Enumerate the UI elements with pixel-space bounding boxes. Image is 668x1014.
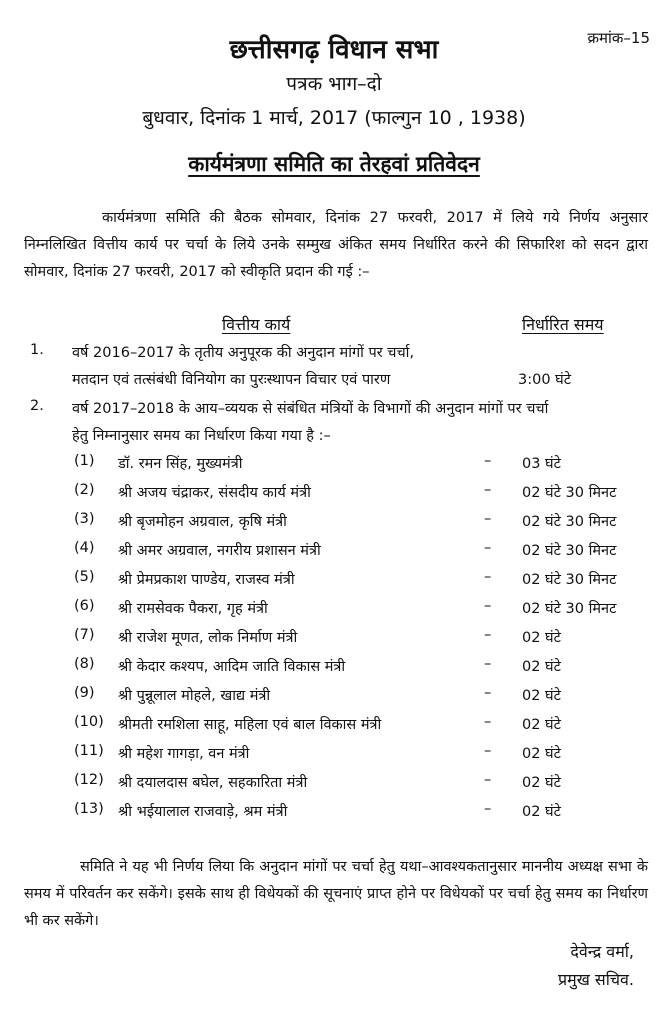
minister-time: 02 घंटे 30 मिनट xyxy=(522,543,617,559)
assembly-name: छत्तीसगढ़ विधान सभा xyxy=(229,35,439,65)
patrak-label: पत्रक भाग–दो xyxy=(286,73,382,95)
signatory-designation: प्रमुख सचिव. xyxy=(558,970,634,989)
intro-paragraph: कार्यमंत्रणा समिति की बैठक सोमवार, दिनांक 27 फरवरी, 2017 में लिये गये निर्णय अनुसार निम्नलिखित वित्तीय कार्य पर चर्चा के लिये उनके सम्मुख अंकित समय निर्धारित करने की सिफारिश को सदन द्वारा सोमवार, दिनांक 27 फरवरी, 2017 को स्वीकृति प्रदान की गई :– xyxy=(24,210,648,280)
item-text-line: हेतु निम्नानुसार समय का निर्धारण किया गया है :– xyxy=(72,428,331,444)
minister-time: 02 घंटे 30 मिनट xyxy=(522,572,617,588)
minister-number: (2) xyxy=(74,482,95,498)
minister-time: 02 घंटे xyxy=(522,688,561,704)
minister-number: (1) xyxy=(74,453,95,469)
minister-dash: – xyxy=(484,598,492,614)
item-text-line: वर्ष 2016–2017 के तृतीय अनुपूरक की अनुदान मांगों पर चर्चा, xyxy=(72,345,415,361)
minister-time: 02 घंटे 30 मिनट xyxy=(522,514,617,530)
minister-number: (7) xyxy=(74,627,95,643)
minister-number: (13) xyxy=(74,801,104,817)
item-text-line: मतदान एवं तत्संबंधी विनियोग का पुरःस्थापन विचार एवं पारण xyxy=(72,372,391,388)
minister-number: (11) xyxy=(74,743,104,759)
item-time: 3:00 घंटे xyxy=(518,372,572,388)
minister-dash: – xyxy=(484,685,492,701)
minister-time: 02 घंटे xyxy=(522,630,561,646)
document-title xyxy=(0,150,668,178)
minister-name: श्री केदार कश्यप, आदिम जाति विकास मंत्री xyxy=(118,659,346,675)
minister-time: 02 घंटे 30 मिनट xyxy=(522,601,617,617)
minister-time: 02 घंटे xyxy=(522,717,561,733)
closing-paragraph: समिति ने यह भी निर्णय लिया कि अनुदान मांगों पर चर्चा हेतु यथा–आवश्यकतानुसार माननीय अध्यक्ष सभा के समय में परिवर्तन कर सकेंगे। इसके साथ ही विधेयकों की सूचनाएं प्राप्त होने पर विधेयकों पर चर्चा हेतु समय का निर्धारण भी कर सकेंगे। xyxy=(24,859,648,929)
minister-dash: – xyxy=(484,482,492,498)
minister-name: श्री अमर अग्रवाल, नगरीय प्रशासन मंत्री xyxy=(118,543,321,559)
minister-name: श्रीमती रमशिला साहू, महिला एवं बाल विकास मंत्री xyxy=(118,717,382,733)
minister-dash: – xyxy=(484,656,492,672)
minister-dash: – xyxy=(484,569,492,585)
minister-time: 02 घंटे xyxy=(522,804,561,820)
minister-number: (10) xyxy=(74,714,104,730)
item-text-line: वर्ष 2017–2018 के आय–व्ययक से संबंधित मंत्रियों के विभागों की अनुदान मांगों पर चर्चा xyxy=(72,401,549,417)
minister-number: (5) xyxy=(74,569,95,585)
minister-name: श्री पुन्नूलाल मोहले, खाद्य मंत्री xyxy=(118,688,271,704)
minister-number: (8) xyxy=(74,656,95,672)
signatory-name: देवेन्द्र वर्मा, xyxy=(570,942,634,961)
minister-time: 02 घंटे xyxy=(522,659,561,675)
column-header-work: वित्तीय कार्य xyxy=(222,315,291,334)
document-date: बुधवार, दिनांक 1 मार्च, 2017 (फाल्गुन 10 , 1938) xyxy=(142,107,526,129)
minister-dash: – xyxy=(484,627,492,643)
item-number: 1. xyxy=(30,342,44,358)
minister-name: श्री दयालदास बघेल, सहकारिता मंत्री xyxy=(118,775,308,791)
minister-number: (9) xyxy=(74,685,95,701)
minister-dash: – xyxy=(484,511,492,527)
minister-number: (4) xyxy=(74,540,95,556)
minister-name: श्री अजय चंद्राकर, संसदीय कार्य मंत्री xyxy=(118,485,311,501)
minister-name: श्री रामसेवक पैकरा, गृह मंत्री xyxy=(118,601,268,617)
minister-time: 02 घंटे xyxy=(522,746,561,762)
minister-time: 02 घंटे 30 मिनट xyxy=(522,485,617,501)
minister-dash: – xyxy=(484,453,492,469)
column-header-time: निर्धारित समय xyxy=(522,315,604,334)
minister-time: 03 घंटे xyxy=(522,456,561,472)
minister-dash: – xyxy=(484,772,492,788)
minister-number: (12) xyxy=(74,772,104,788)
minister-name: श्री भईयालाल राजवाड़े, श्रम मंत्री xyxy=(118,804,288,820)
document-title-text: कार्यमंत्रणा समिति का तेरहवां प्रतिवेदन xyxy=(188,152,480,176)
minister-name: श्री प्रेमप्रकाश पाण्डेय, राजस्व मंत्री xyxy=(118,572,295,588)
minister-name: श्री बृजमोहन अग्रवाल, कृषि मंत्री xyxy=(118,514,287,530)
minister-name: श्री राजेश मूणत, लोक निर्माण मंत्री xyxy=(118,630,298,646)
minister-dash: – xyxy=(484,540,492,556)
minister-name: श्री महेश गागड़ा, वन मंत्री xyxy=(118,746,250,762)
item-number: 2. xyxy=(30,398,44,414)
serial-number: क्रमांक–15 xyxy=(587,29,650,47)
minister-dash: – xyxy=(484,714,492,730)
minister-number: (6) xyxy=(74,598,95,614)
minister-time: 02 घंटे xyxy=(522,775,561,791)
minister-name: डॉ. रमन सिंह, मुख्यमंत्री xyxy=(118,456,243,472)
minister-dash: – xyxy=(484,801,492,817)
minister-number: (3) xyxy=(74,511,95,527)
minister-dash: – xyxy=(484,743,492,759)
